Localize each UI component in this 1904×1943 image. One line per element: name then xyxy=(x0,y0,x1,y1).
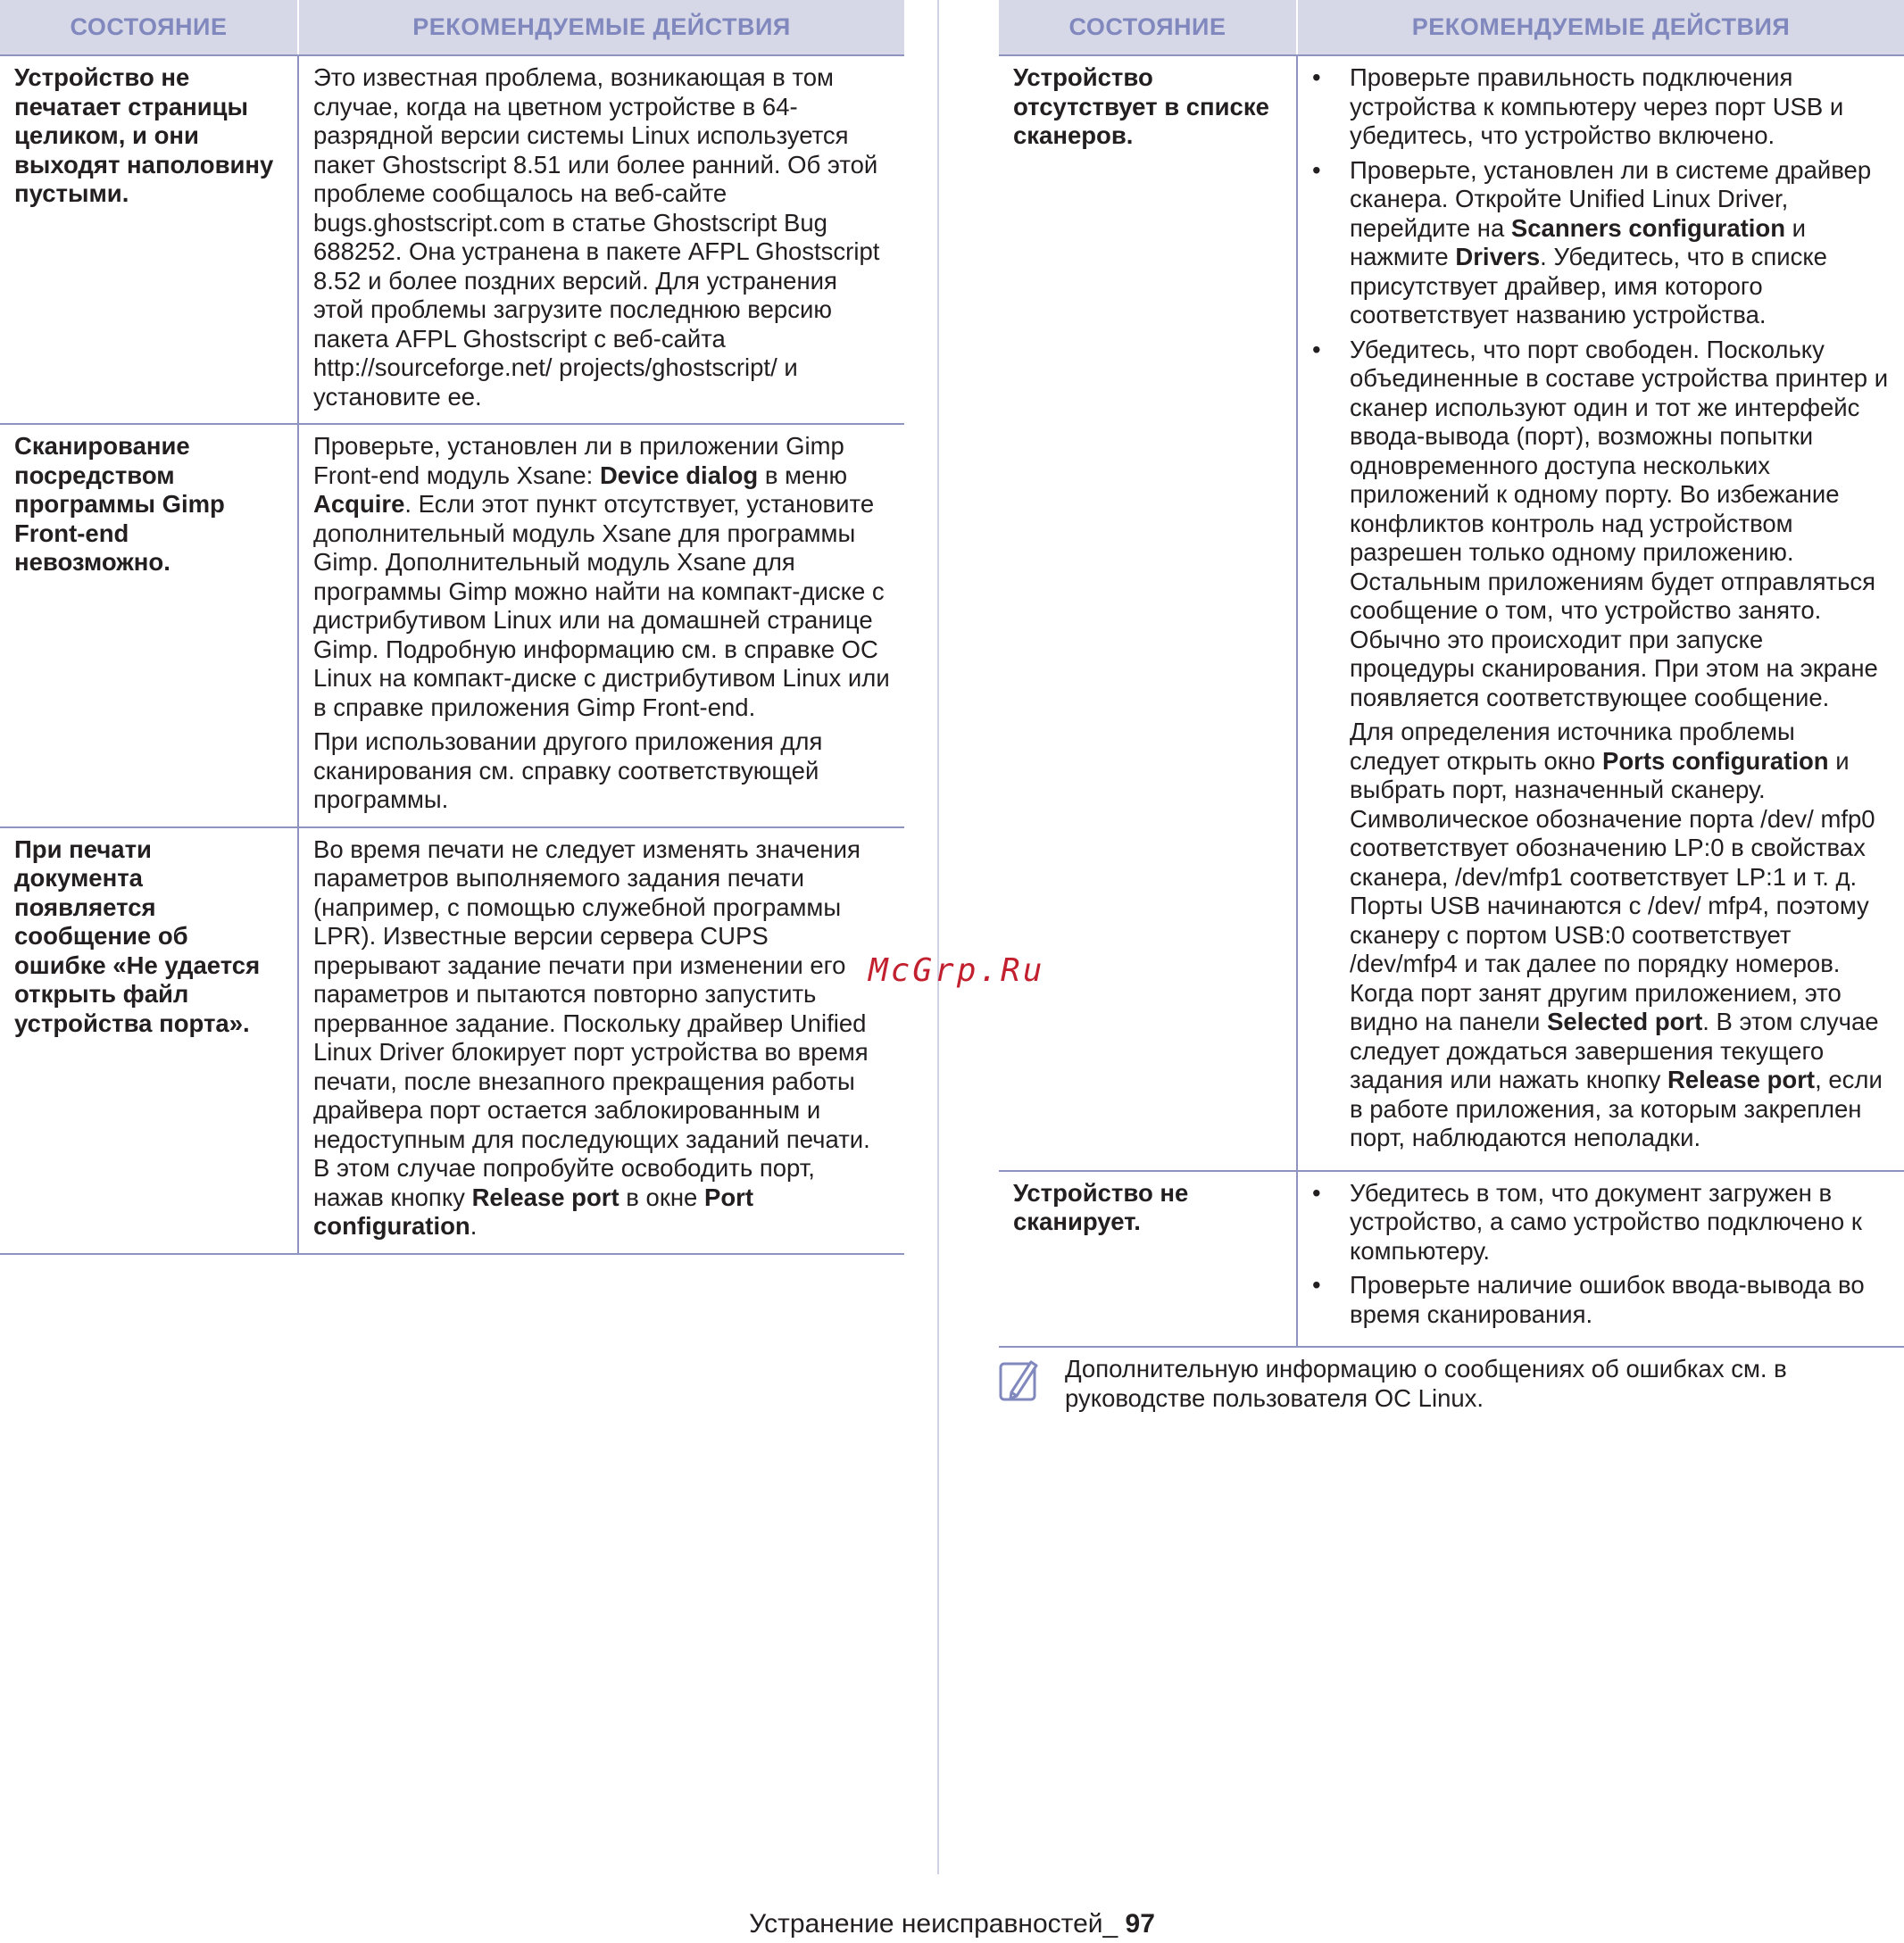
note-pencil-icon xyxy=(999,1358,1040,1403)
menu-item-device-dialog: Device dialog xyxy=(599,461,759,489)
right-column xyxy=(999,0,1904,1417)
scanners-configuration-label: Scanners configuration xyxy=(1510,213,1786,242)
release-port-label: Release port xyxy=(471,1183,619,1211)
actions-cell xyxy=(298,55,904,424)
table-row xyxy=(999,55,1904,1171)
list-item: • Проверьте правильность подключения устройства к компьютеру через порт USB и убедитесь, что устройство включено. xyxy=(1312,63,1892,151)
state-cell: Устройство не печатает страницы целиком, и они выходят наполовину пустыми. xyxy=(0,55,298,424)
list-item: • Проверьте, установлен ли в системе драйвер сканера. Откройте Unified Linux Driver, перейдите на Scanners configuration и нажмите Drivers. Убедитесь, что в списке присутствует драйвер, имя которого соответствует названию устройства. xyxy=(1312,156,1892,330)
watermark: McGrp.Ru xyxy=(869,952,1045,989)
actions-cell xyxy=(298,424,904,827)
actions-cell xyxy=(1297,1171,1904,1348)
table-row xyxy=(0,424,904,827)
left-column xyxy=(0,0,904,1255)
action-text: При использовании другого приложения для сканирования см. справку соответствующей программы. xyxy=(313,727,823,813)
page-footer xyxy=(0,1909,1904,1939)
action-text: Проверьте, установлен ли в приложении Gimp Front-end модуль Xsane: Device dialog в меню Acquire. Если этот пункт отсутствует, установите дополнительный модуль Xsane для программы Gimp. Дополнительный модуль Xsane для программы Gimp можно найти на компакт-диске с дистрибутивом Linux или на домашней странице Gimp. Подробную информацию см. в справке ОС Linux на компакт-диске с дистрибутивом Linux или в справке приложения Gimp Front-end. xyxy=(313,432,890,721)
header-actions: РЕКОМЕНДУЕМЫЕ ДЕЙСТВИЯ xyxy=(298,0,904,55)
table-header-row xyxy=(999,0,1904,55)
header-state: СОСТОЯНИЕ xyxy=(0,0,298,55)
selected-port-label: Selected port xyxy=(1547,1008,1703,1035)
menu-acquire: Acquire xyxy=(313,490,405,518)
action-text: Во время печати не следует изменять значения параметров выполняемого задания печати (например, с помощью служебной программы LPR). Известные версии сервера CUPS прерывают задание печати при изменении его параметров и пытаются повторно запустить прерванное задание. Поскольку драйвер Unified Linux Driver блокирует порт устройства во время печати, после внезапного прекращения работы драйвера порт остается заблокированным и недоступным для последующих заданий печати. В этом случае попробуйте освободить порт, нажав кнопку Release port в окне Port configuration. xyxy=(313,834,870,1240)
table-row xyxy=(0,55,904,424)
table-header-row xyxy=(0,0,904,55)
state-cell: Устройство отсутствует в списке сканеров. xyxy=(999,55,1297,1171)
page-number: 97 xyxy=(1125,1909,1155,1939)
troubleshooting-table-right xyxy=(999,0,1904,1348)
header-state: СОСТОЯНИЕ xyxy=(999,0,1297,55)
drivers-label: Drivers xyxy=(1455,243,1541,270)
actions-cell xyxy=(298,827,904,1254)
column-divider xyxy=(937,0,939,1874)
list-item: • Убедитесь в том, что документ загружен в устройство, а само устройство подключено к компьютеру. xyxy=(1312,1179,1892,1266)
actions-cell xyxy=(1297,55,1904,1171)
action-text: Это известная проблема, возникающая в том случае, когда на цветном устройстве в 64-разрядной версии системы Linux используется пакет Ghostscript 8.51 или более ранний. Об этой проблеме сообщалось на веб-сайте bugs.ghostscript.com в статье Ghostscript Bug 688252. Она устранена в пакете AFPL Ghostscript 8.52 и более поздних версий. Для устранения этой проблемы загрузите последнюю версию пакета AFPL Ghostscript с веб-сайта http://sourceforge.net/ projects/ghostscript/ и установите ее. xyxy=(313,63,880,411)
note-text: Дополнительную информацию о сообщениях об ошибках см. в руководстве пользователя ОС Linux. xyxy=(1065,1355,1787,1412)
ports-configuration-label: Ports configuration xyxy=(1601,746,1829,775)
list-item: • Убедитесь, что порт свободен. Поскольку объединенные в составе устройства принтер и сканер используют один и тот же интерфейс ввода-вывода (порт), возможны попытки одновременного доступа нескольких приложений к одному порту. Во избежание конфликтов контроль над устройством разрешен только одному приложению. Остальным приложениям будет отправляться сообщение о том, что устройство занято. Обычно это происходит при запуске процедуры сканирования. При этом на экране появляется соответствующее сообщение. Для определения источника проблемы следует открыть окно Ports configuration и выбрать порт, назначенный сканеру. Символическое обозначение порта /dev/ mfp0 соответствует обозначению LP:0 в свойствах сканера, /dev/mfp1 соответствует LP:1 и т. д. Порты USB начинаются с /dev/ mfp4, поэтому сканеру с портом USB:0 соответствует /dev/mfp4 и так далее по порядку номеров. Когда порт занят другим приложением, это видно на панели Selected port. В этом случае следует дождаться завершения текущего задания или нажать кнопку Release port, если в работе приложения, за которым закреплен порт, наблюдаются неполадки. xyxy=(1312,336,1892,1153)
table-row xyxy=(999,1171,1904,1348)
header-actions: РЕКОМЕНДУЕМЫЕ ДЕЙСТВИЯ xyxy=(1297,0,1904,55)
footer-section-title: Устранение неисправностей_ xyxy=(749,1909,1126,1939)
state-cell: Устройство не сканирует. xyxy=(999,1171,1297,1348)
note-box xyxy=(999,1355,1904,1417)
action-list xyxy=(1312,1179,1892,1330)
list-item: • Проверьте наличие ошибок ввода-вывода во время сканирования. xyxy=(1312,1271,1892,1329)
release-port-label: Release port xyxy=(1667,1066,1816,1093)
table-row xyxy=(0,827,904,1254)
state-cell: При печати документа появляется сообщение об ошибке «Не удается открыть файл устройства порта». xyxy=(0,827,298,1254)
state-cell: Сканирование посредством программы Gimp Front-end невозможно. xyxy=(0,424,298,827)
port-configuration-label: Port configuration xyxy=(313,1183,753,1240)
troubleshooting-table-left xyxy=(0,0,904,1255)
action-list xyxy=(1312,63,1892,1153)
